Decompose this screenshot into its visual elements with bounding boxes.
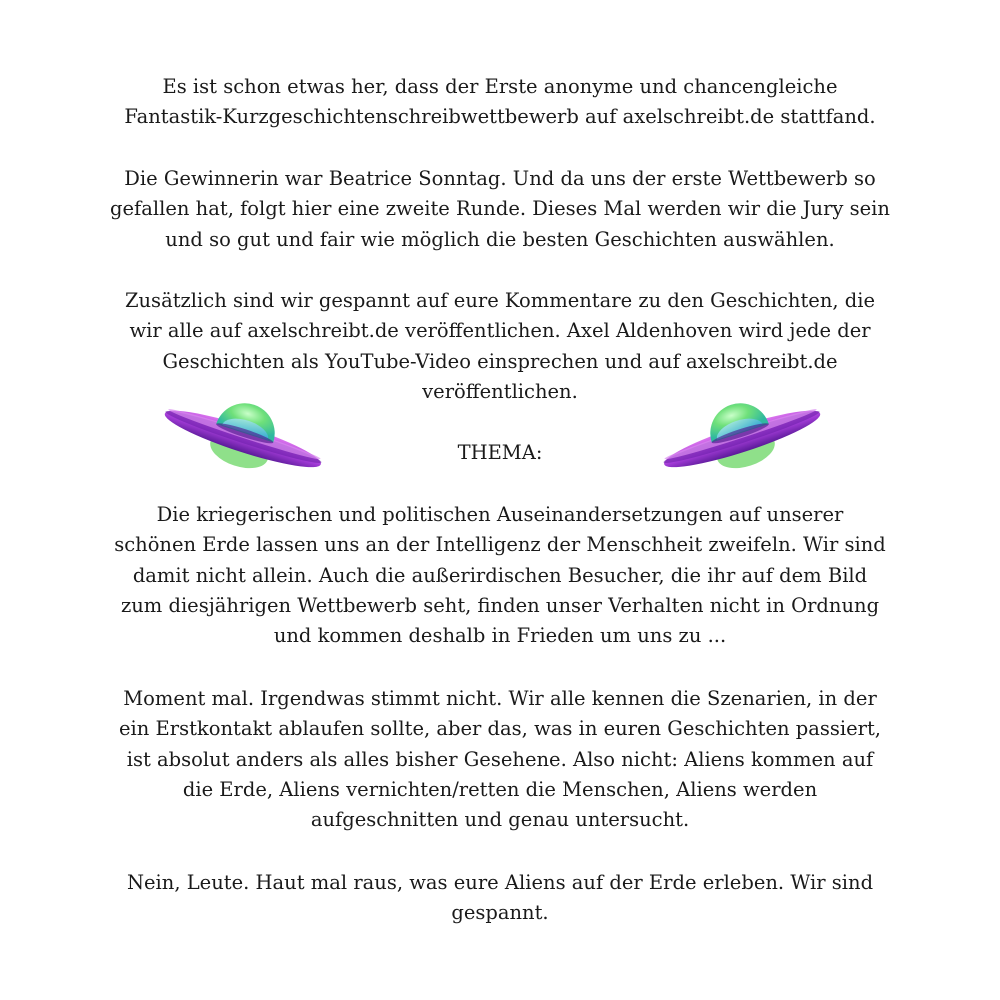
ufo-icon — [155, 398, 325, 478]
text-line: Es ist schon etwas her, dass der Erste anonyme und chancengleiche — [162, 75, 838, 98]
text-line: aufgeschnitten und genau untersucht. — [310, 808, 690, 832]
text-line: Moment mal. Irgendwas stimmt nicht. Wir alle kennen die Szenarien, in der — [123, 687, 877, 710]
text-line: Zusätzlich sind wir gespannt auf eure Kommentare zu den Geschichten, die — [124, 289, 876, 312]
text-line: Geschichten als YouTube-Video einsprechen und auf axelschreibt.de — [162, 349, 838, 373]
text-line: schönen Erde lassen uns an der Intelligenz der Menschheit zweifeln. Wir sind — [114, 533, 886, 557]
text-line: veröffentlichen. — [422, 379, 578, 403]
paragraph-intro — [60, 72, 940, 133]
text-line: Fantastik-Kurzgeschichtenschreibwettbewerb auf axelschreibt.de stattfand. — [124, 105, 876, 129]
text-line: gefallen hat, folgt hier eine zweite Runde. Dieses Mal werden wir die Jury sein — [110, 197, 890, 221]
text-line: die Erde, Aliens vernichten/retten die Menschen, Aliens werden — [182, 777, 818, 801]
ufo-icon — [660, 398, 830, 478]
paragraph-winner — [60, 164, 940, 255]
paragraph-theme — [60, 500, 940, 651]
text-line: THEMA: — [457, 441, 543, 464]
text-line: Die kriegerischen und politischen Auseinandersetzungen auf unserer — [156, 503, 844, 526]
text-line: wir alle auf axelschreibt.de veröffentlichen. Axel Aldenhoven wird jede der — [129, 319, 871, 343]
text-line: damit nicht allein. Auch die außerirdischen Besucher, die ihr auf dem Bild — [132, 563, 868, 587]
text-line: zum diesjährigen Wettbewerb seht, finden unser Verhalten nicht in Ordnung — [120, 593, 880, 617]
text-line: Nein, Leute. Haut mal raus, was eure Aliens auf der Erde erleben. Wir sind — [126, 871, 874, 894]
paragraph-twist — [60, 684, 940, 835]
paragraph-closing — [60, 868, 940, 929]
text-line: ein Erstkontakt ablaufen sollte, aber das, was in euren Geschichten passiert, — [118, 717, 882, 741]
paragraph-comments — [60, 286, 940, 407]
text-line: gespannt. — [451, 901, 549, 925]
text-line: und so gut und fair wie möglich die besten Geschichten auswählen. — [165, 227, 835, 251]
text-line: ist absolut anders als alles bisher Gesehene. Also nicht: Aliens kommen auf — [126, 747, 874, 771]
text-line: Die Gewinnerin war Beatrice Sonntag. Und da uns der erste Wettbewerb so — [124, 167, 876, 190]
text-line: und kommen deshalb in Frieden um uns zu ... — [273, 624, 727, 648]
